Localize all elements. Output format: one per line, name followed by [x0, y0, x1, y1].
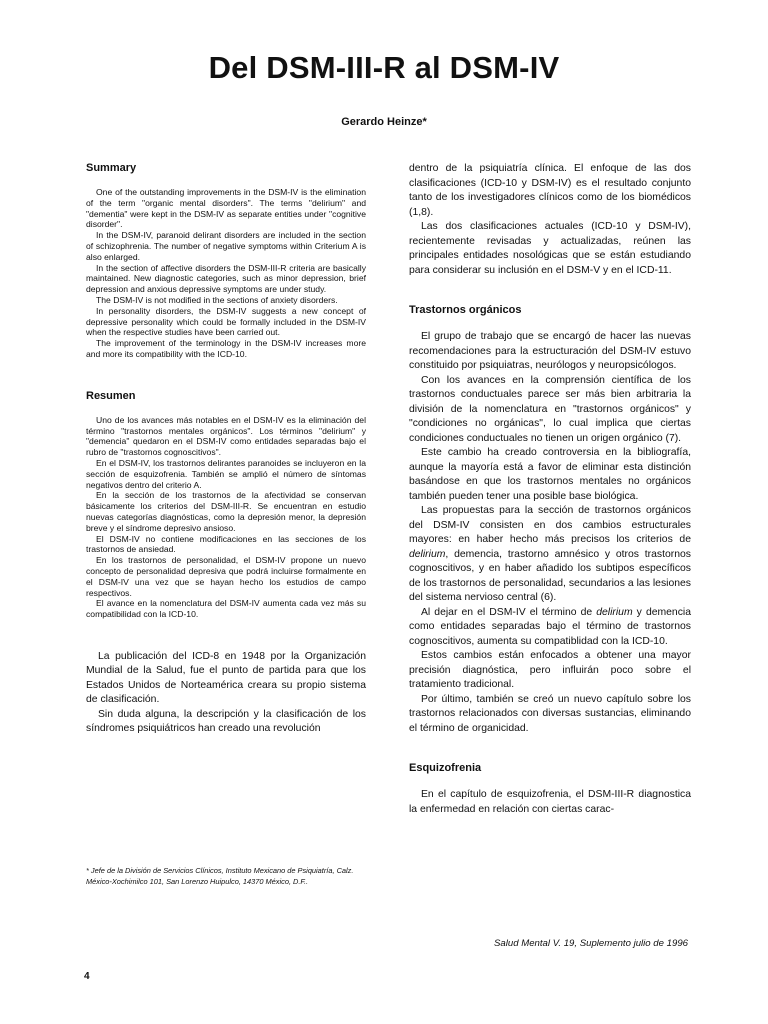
organic-text: y demencia como entidades separadas bajo el término de trastornos cognoscitivos, aumenta su compatiblidad con la ICD-10. — [409, 606, 691, 647]
summary-heading: Summary — [86, 162, 137, 174]
summary-paragraph: In personality disorders, the DSM-IV suggests a new concept of depressive personality which could be formally included in the DSM-IV when the respective studies have been carried out. — [86, 305, 366, 338]
intro-section — [86, 650, 366, 737]
resumen-paragraph: El avance en la nomenclatura del DSM-IV aumenta cada vez más su compatibilidad con la ICD-10. — [86, 598, 366, 620]
resumen-paragraph: En los trastornos de personalidad, el DSM-IV propone un nuevo concepto de personalidad depresiva que podrá incluirse formalmente en el DSM-IV una vez que se hayan hecho los estudios de campo respectivos. — [86, 555, 366, 598]
intro-paragraph: La publicación del ICD-8 en 1948 por la Organización Mundial de la Salud, fue el punto de partida para que los Estados Unidos de Norteamérica creara su propio sistema de clasificación. — [86, 650, 366, 706]
running-footer: Salud Mental V. 19, Suplemento julio de 1996 — [494, 938, 688, 949]
organic-disorders-heading: Trastornos orgánicos — [409, 304, 522, 316]
organic-disorders-section — [409, 304, 691, 736]
organic-paragraph: El grupo de trabajo que se encargó de hacer las nuevas recomendaciones para la estructuración del DSM-IV estuvo constituido por psiquiatras, neurólogos y neuropsicólogos. — [409, 331, 691, 371]
author-footnote: * Jefe de la División de Servicios Clínicos, Instituto Mexicano de Psiquiatría, Calz. México-Xochimilco 101, San Lorenzo Huipulco, 14370 México, D.F.. — [86, 866, 354, 886]
organic-text: Las propuestas para la sección de trastornos orgánicos del DSM-IV consisten en dos cambios estructurales mayores: en haber hecho más precisos los criterios de — [409, 505, 691, 545]
left-column — [86, 162, 366, 737]
organic-paragraph — [409, 606, 691, 650]
organic-paragraph: Por último, también se creó un nuevo capítulo sobre los trastornos relacionados con diversas sustancias, eliminando el término de organicidad. — [409, 693, 691, 734]
organic-text: Al dejar en el DSM-IV el término de — [421, 606, 597, 618]
delirium-term: delirium — [596, 606, 633, 618]
summary-paragraph: In the DSM-IV, paranoid delirant disorders are included in the section of schizophrenia. The number of negative symptoms within Criterium A is also enlarged. — [86, 230, 366, 262]
delirium-term: delirium — [409, 548, 446, 560]
right-column — [409, 162, 691, 817]
schizophrenia-paragraph: En el capítulo de esquizofrenia, el DSM-III-R diagnostica la enfermedad en relación con ciertas carac- — [409, 789, 691, 815]
intro-continued-paragraph: dentro de la psiquiatría clínica. El enfoque de las dos clasificaciones (ICD-10 y DSM-IV) es el resultado conjunto tanto de los investigadores clínicos como de los biomédicos (1,8). — [409, 163, 691, 218]
resumen-paragraph: El DSM-IV no contiene modificaciones en las secciones de los trastornos de ansiedad. — [86, 533, 366, 555]
resumen-paragraph: En la sección de los trastornos de la afectividad se conservan básicamente los criterios del DSM-III-R. Se encuentran en estudio nuevas categorías diagnósticas, como la depresión menor, la depresión breve y el síndrome depresivo ansioso. — [86, 490, 366, 533]
author-name: Gerardo Heinze* — [341, 116, 427, 128]
organic-paragraph: Este cambio ha creado controversia en la bibliografía, aunque la mayoría está a favor de eliminar esta distinción basándose en que los trastornos mentales no orgánicos también pueden tener una posible base biológica. — [409, 447, 691, 502]
page-number: 4 — [84, 971, 90, 982]
intro-paragraph: Sin duda alguna, la descripción y la clasificación de los síndromes psiquiátricos han creado una revolución — [86, 708, 366, 735]
resumen-section — [86, 390, 366, 620]
organic-text: , demencia, trastorno amnésico y otros trastornos cognoscitivos, y en haber añadido los subtipos específicos de los trastornos de personalidad, secundarios a las lesiones del sistema nervioso central (6). — [409, 548, 691, 603]
organic-paragraph — [409, 504, 691, 606]
resumen-paragraph: En el DSM-IV, los trastornos delirantes paranoides se incluyeron en la sección de esquizofrenia. También se amplió el número de síntomas negativos dentro del criterio A. — [86, 457, 366, 490]
summary-paragraph: The improvement of the terminology in the DSM-IV increases more and more its compatibility with the ICD-10. — [86, 338, 366, 359]
schizophrenia-section — [409, 762, 691, 817]
resumen-heading: Resumen — [86, 389, 136, 402]
intro-continued-section — [409, 162, 691, 278]
schizophrenia-heading: Esquizofrenia — [409, 762, 482, 774]
resumen-paragraph: Uno de los avances más notables en el DSM-IV es la eliminación del término "trastornos mentales orgánicos". Los términos "delirium" y "demencia" quedaron en el DSM-IV como entidades separadas bajo el rubro de "trastornos cognoscitivos". — [86, 414, 366, 458]
summary-paragraph: One of the outstanding improvements in the DSM-IV is the elimination of the term "organic mental disorders". The terms "delirium" and "dementia" were kept in the DSM-IV as separate entities under "cognitive disorder". — [86, 187, 366, 230]
summary-section — [86, 162, 366, 360]
intro-continued-paragraph: Las dos clasificaciones actuales (ICD-10 y DSM-IV), recientemente revisadas y actualizadas, reúnen las principales entidades nosológicas que se están estudiando para considerar su inclusión en el DSM-V y en el ICD-11. — [409, 221, 691, 276]
summary-paragraph: The DSM-IV is not modified in the sections of anxiety disorders. — [96, 294, 338, 305]
organic-paragraph: Con los avances en la comprensión científica de los trastornos conductuales parece ser más bien arbitraria la división de la nomenclatura en "trastornos orgánicos" y "condiciones no orgánicas", lo cual implica que ciertas condiciones conductuales no tienen un origen orgánico (7). — [409, 374, 691, 444]
organic-paragraph: Estos cambios están enfocados a obtener una mayor precisión diagnóstica, pero influirán poco sobre el tratamiento tradicional. — [409, 650, 691, 690]
summary-paragraph: In the section of affective disorders the DSM-III-R criteria are basically maintained. New diagnostic categories, such as minor depression, brief depression and anxious depressive symptoms are under study. — [86, 262, 366, 295]
article-title: Del DSM-III-R al DSM-IV — [208, 50, 560, 85]
